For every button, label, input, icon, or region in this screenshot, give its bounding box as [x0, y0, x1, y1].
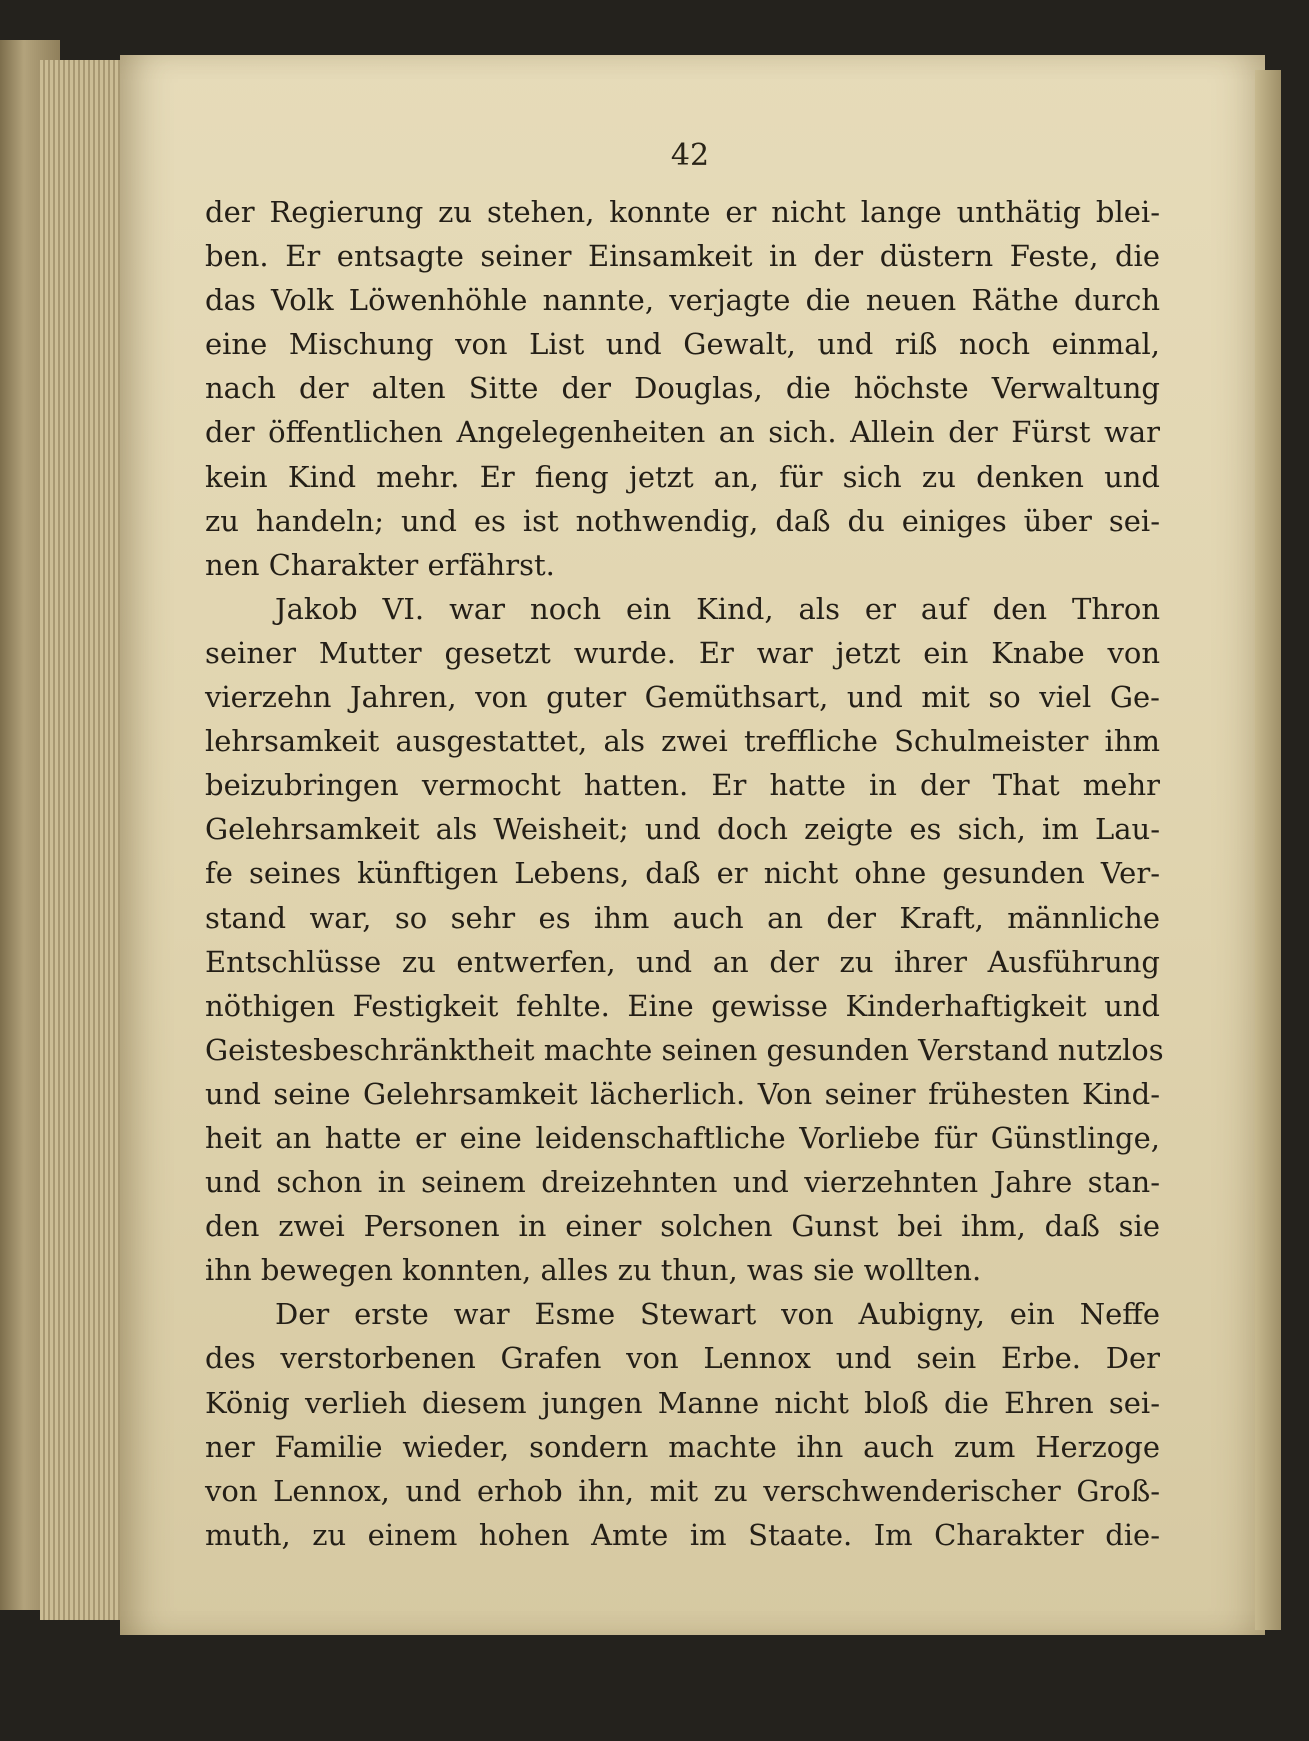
- text-line: Geistesbeschränktheit machte seinen gesunden Verstand nutzlos: [205, 1032, 1164, 1067]
- text-line: Entschlüsse zu entwerfen, und an der zu ihrer Ausführung: [205, 944, 1160, 979]
- text-line: Jakob VI. war noch ein Kind, als er auf den Thron: [275, 591, 1160, 626]
- page-number: 42: [670, 138, 710, 173]
- text-line: den zwei Personen in einer solchen Gunst bei ihm, daß sie: [205, 1209, 1160, 1244]
- text-line: und seine Gelehrsamkeit lächerlich. Von seiner frühesten Kind-: [205, 1076, 1160, 1111]
- text-line: des verstorbenen Grafen von Lennox und sein Erbe. Der: [205, 1341, 1160, 1376]
- text-line: fe seines künftigen Lebens, daß er nicht ohne gesunden Ver-: [205, 856, 1160, 891]
- text-line: muth, zu einem hohen Amte im Staate. Im Charakter die-: [205, 1517, 1160, 1552]
- text-line: stand war, so sehr es ihm auch an der Kraft, männliche: [205, 900, 1160, 935]
- text-line: ben. Er entsagte seiner Einsamkeit in der düstern Feste, die: [205, 239, 1160, 274]
- text-line: kein Kind mehr. Er fieng jetzt an, für sich zu denken und: [205, 459, 1160, 494]
- text-line: von Lennox, und erhob ihn, mit zu verschwenderischer Groß-: [205, 1473, 1160, 1508]
- text-line: ner Familie wieder, sondern machte ihn auch zum Herzoge: [205, 1429, 1160, 1464]
- text-line: seiner Mutter gesetzt wurde. Er war jetzt ein Knabe von: [205, 635, 1160, 670]
- text-line: nöthigen Festigkeit fehlte. Eine gewisse Kinderhaftigkeit und: [205, 988, 1160, 1023]
- text-line: ihn bewegen konnten, alles zu thun, was sie wollten.: [205, 1253, 982, 1288]
- text-line: zu handeln; und es ist nothwendig, daß du einiges über sei-: [205, 503, 1160, 538]
- text-line: eine Mischung von List und Gewalt, und riß noch einmal,: [205, 327, 1160, 362]
- text-line: heit an hatte er eine leidenschaftliche Vorliebe für Günstlinge,: [205, 1120, 1160, 1155]
- body-text: [205, 190, 1164, 1557]
- text-line: vierzehn Jahren, von guter Gemüthsart, und mit so viel Ge-: [205, 680, 1160, 715]
- text-line: das Volk Löwenhöhle nannte, verjagte die neuen Räthe durch: [205, 283, 1160, 318]
- text-line: der öffentlichen Angelegenheiten an sich. Allein der Fürst war: [205, 415, 1160, 450]
- text-line: der Regierung zu stehen, konnte er nicht lange unthätig blei-: [205, 195, 1160, 229]
- text-line: Der erste war Esme Stewart von Aubigny, ein Neffe: [275, 1297, 1160, 1332]
- text-line: und schon in seinem dreizehnten und vierzehnten Jahre stan-: [205, 1165, 1160, 1200]
- text-line: nach der alten Sitte der Douglas, die höchste Verwaltung: [205, 371, 1160, 406]
- text-line: Gelehrsamkeit als Weisheit; und doch zeigte es sich, im Lau-: [205, 812, 1160, 847]
- text-line: nen Charakter erfährst.: [205, 547, 555, 582]
- text-line: König verlieh diesem jungen Manne nicht bloß die Ehren sei-: [205, 1385, 1160, 1420]
- facing-page-edge: [1255, 70, 1281, 1630]
- text-line: beizubringen vermocht hatten. Er hatte in der That mehr: [205, 768, 1160, 803]
- text-line: lehrsamkeit ausgestattet, als zwei treffliche Schulmeister ihm: [205, 724, 1160, 759]
